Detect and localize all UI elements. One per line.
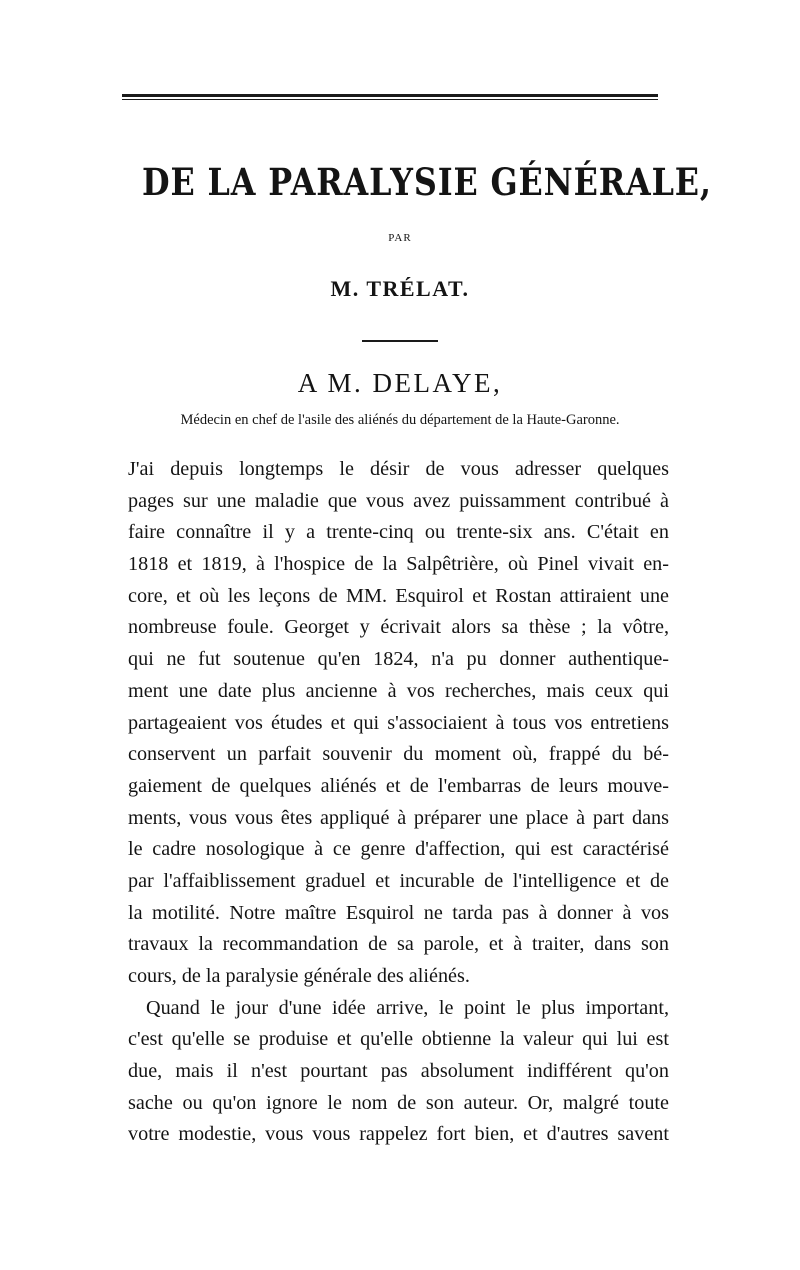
body-line: la motilité. Notre maître Esquirol ne tarda pas à donner à vos bbox=[128, 901, 669, 924]
body-line: Quand le jour d'une idée arrive, le point le plus important, bbox=[146, 996, 669, 1019]
body-line: due, mais il n'est pourtant pas absolument indifférent qu'on bbox=[128, 1060, 669, 1083]
body-line: travaux la recommandation de sa parole, et à traiter, dans son bbox=[128, 933, 669, 956]
body-line: qui ne fut soutenue qu'en 1824, n'a pu donner authentique- bbox=[128, 648, 669, 671]
body-line: partageaient vos études et qui s'associaient à tous vos entretiens bbox=[128, 711, 669, 734]
byline-par: PAR bbox=[388, 232, 412, 244]
body-line: cours, de la paralysie générale des aliénés. bbox=[128, 965, 470, 987]
recipient-role: Médecin en chef de l'asile des aliénés du département de la Haute-Garonne. bbox=[180, 412, 620, 428]
body-line: sache ou qu'on ignore le nom de son auteur. Or, malgré toute bbox=[128, 1091, 669, 1114]
separator-rule bbox=[362, 340, 438, 342]
body-line: votre modestie, vous vous rappelez fort bien, et d'autres savent bbox=[128, 1123, 669, 1146]
body-line: pages sur une maladie que vous avez puissamment contribué à bbox=[128, 489, 669, 512]
top-rule-thick bbox=[122, 94, 658, 97]
body-line: par l'affaiblissement graduel et incurable de l'intelligence et de bbox=[128, 869, 669, 892]
body-line: 1818 et 1819, à l'hospice de la Salpêtrière, où Pinel vivait en- bbox=[128, 553, 669, 576]
dedication-heading: A M. DELAYE, bbox=[297, 368, 503, 398]
body-line: J'ai depuis longtemps le désir de vous adresser quelques bbox=[128, 458, 669, 480]
body-line: gaiement de quelques aliénés et de l'embarras de leurs mouve- bbox=[128, 774, 669, 797]
body-line: faire connaître il y a trente-cinq ou trente-six ans. C'était en bbox=[128, 521, 669, 544]
body-line: le cadre nosologique à ce genre d'affection, qui est caractérisé bbox=[128, 838, 669, 861]
body-line: conservent un parfait souvenir du moment où, frappé du bé- bbox=[128, 743, 669, 766]
body-line: core, et où les leçons de MM. Esquirol et Rostan attiraient une bbox=[128, 584, 669, 607]
body-text bbox=[128, 454, 669, 1151]
body-line: c'est qu'elle se produise et qu'elle obtienne la valeur qui lui est bbox=[128, 1028, 669, 1051]
body-line: ments, vous vous êtes appliqué à préparer une place à part dans bbox=[128, 806, 669, 829]
body-line: nombreuse foule. Georget y écrivait alors sa thèse ; la vôtre, bbox=[128, 616, 669, 639]
body-line: ment une date plus ancienne à vos recherches, mais ceux qui bbox=[128, 679, 669, 702]
article-title: DE LA PARALYSIE GÉNÉRALE, bbox=[142, 160, 712, 204]
top-rule-thin bbox=[122, 99, 658, 100]
author-name: M. TRÉLAT. bbox=[330, 276, 470, 301]
